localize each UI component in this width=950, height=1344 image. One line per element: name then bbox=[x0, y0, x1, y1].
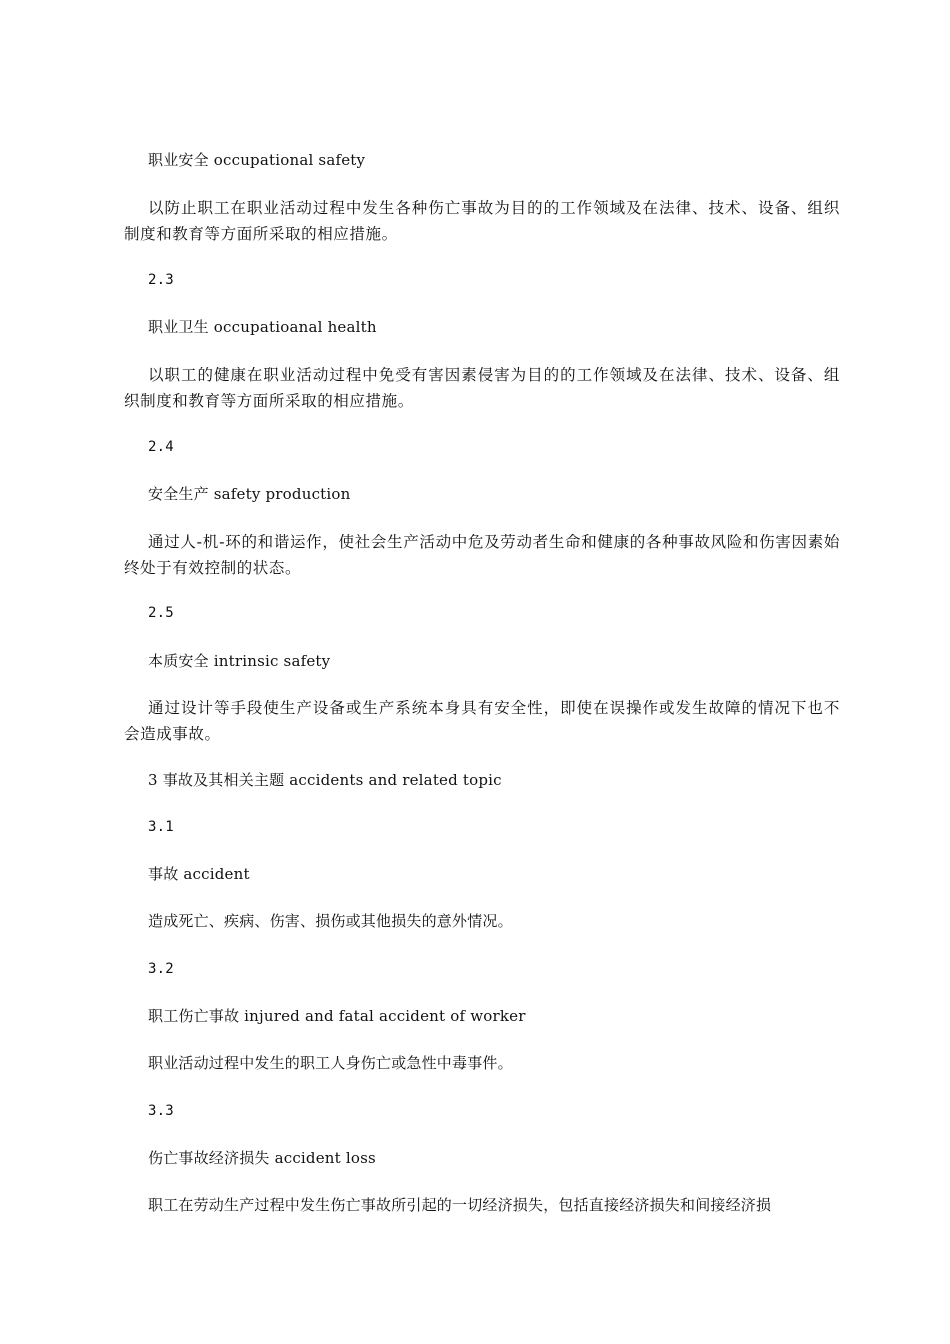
term-intrinsic-safety: 本质安全 intrinsic safety bbox=[148, 652, 331, 670]
term-accident: 事故 accident bbox=[148, 865, 250, 883]
term-accident-loss: 伤亡事故经济损失 accident loss bbox=[148, 1149, 376, 1167]
definition-occupational-health: 以职工的健康在职业活动过程中免受有害因素侵害为目的的工作领域及在法律、技术、设备、组织制度和教育等方面所采取的相应措施。 bbox=[124, 366, 840, 410]
definition-injured-and-fatal-accident: 职业活动过程中发生的职工人身伤亡或急性中毒事件。 bbox=[148, 1054, 513, 1072]
term-injured-and-fatal-accident: 职工伤亡事故 injured and fatal accident of worker bbox=[148, 1007, 526, 1025]
term-safety-production: 安全生产 safety production bbox=[148, 485, 351, 503]
section-heading-3: 3 事故及其相关主题 accidents and related topic bbox=[148, 771, 502, 789]
term-occupational-safety: 职业安全 occupational safety bbox=[148, 151, 366, 169]
section-number-3-3: 3.3 bbox=[148, 1103, 174, 1119]
definition-safety-production: 通过人-机-环的和谐运作，使社会生产活动中危及劳动者生命和健康的各种事故风险和伤害因素始终处于有效控制的状态。 bbox=[124, 533, 840, 577]
definition-intrinsic-safety: 通过设计等手段使生产设备或生产系统本身具有安全性，即使在误操作或发生故障的情况下也不会造成事故。 bbox=[124, 699, 840, 743]
section-number-3-1: 3.1 bbox=[148, 819, 174, 835]
section-number-2-3: 2.3 bbox=[148, 272, 174, 288]
section-number-3-2: 3.2 bbox=[148, 961, 174, 977]
definition-accident-loss: 职工在劳动生产过程中发生伤亡事故所引起的一切经济损失，包括直接经济损失和间接经济损 bbox=[148, 1196, 772, 1214]
section-number-2-4: 2.4 bbox=[148, 439, 174, 455]
definition-accident: 造成死亡、疾病、伤害、损伤或其他损失的意外情况。 bbox=[148, 912, 513, 930]
definition-occupational-safety: 以防止职工在职业活动过程中发生各种伤亡事故为目的的工作领域及在法律、技术、设备、组织制度和教育等方面所采取的相应措施。 bbox=[124, 199, 840, 243]
section-number-2-5: 2.5 bbox=[148, 605, 174, 621]
term-occupational-health: 职业卫生 occupatioanal health bbox=[148, 318, 377, 336]
